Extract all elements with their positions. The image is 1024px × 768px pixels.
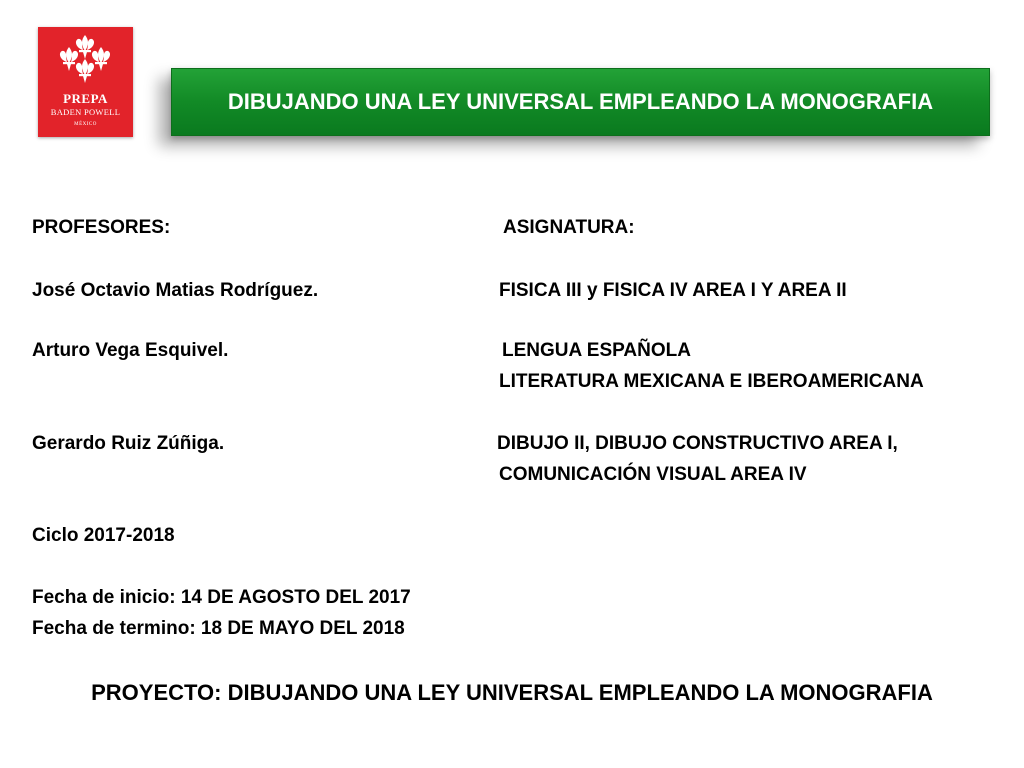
project-title: PROYECTO: DIBUJANDO UNA LEY UNIVERSAL EMPLEANDO LA MONOGRAFIA <box>91 680 933 705</box>
professor-name: Gerardo Ruiz Zúñiga. <box>32 433 225 454</box>
page-title: DIBUJANDO UNA LEY UNIVERSAL EMPLEANDO LA MONOGRAFIA <box>227 89 934 114</box>
school-cycle: Ciclo 2017-2018 <box>32 525 175 546</box>
school-logo <box>38 27 133 137</box>
professor-name: Arturo Vega Esquivel. <box>32 340 229 361</box>
subject-item: DIBUJO II, DIBUJO CONSTRUCTIVO AREA I, <box>497 433 898 454</box>
professors-heading: PROFESORES: <box>32 217 171 238</box>
subject-item: LITERATURA MEXICANA E IBEROAMERICANA <box>499 371 924 392</box>
subject-item: LENGUA ESPAÑOLA <box>502 340 691 361</box>
end-date: Fecha de termino: 18 DE MAYO DEL 2018 <box>32 618 405 639</box>
professor-name: José Octavio Matias Rodríguez. <box>32 280 319 301</box>
start-date: Fecha de inicio: 14 DE AGOSTO DEL 2017 <box>32 587 411 608</box>
subjects-heading: ASIGNATURA: <box>503 217 635 238</box>
subject-item: COMUNICACIÓN VISUAL AREA IV <box>499 464 807 485</box>
logo-subtitle: BADEN POWELL <box>50 107 121 117</box>
logo-brand: PREPA <box>63 91 108 106</box>
fleur-de-lis-icon <box>38 33 133 91</box>
subject-item: FISICA III y FISICA IV AREA I Y AREA II <box>499 280 847 301</box>
title-banner <box>171 68 990 136</box>
logo-country: MÉXICO <box>74 122 97 127</box>
